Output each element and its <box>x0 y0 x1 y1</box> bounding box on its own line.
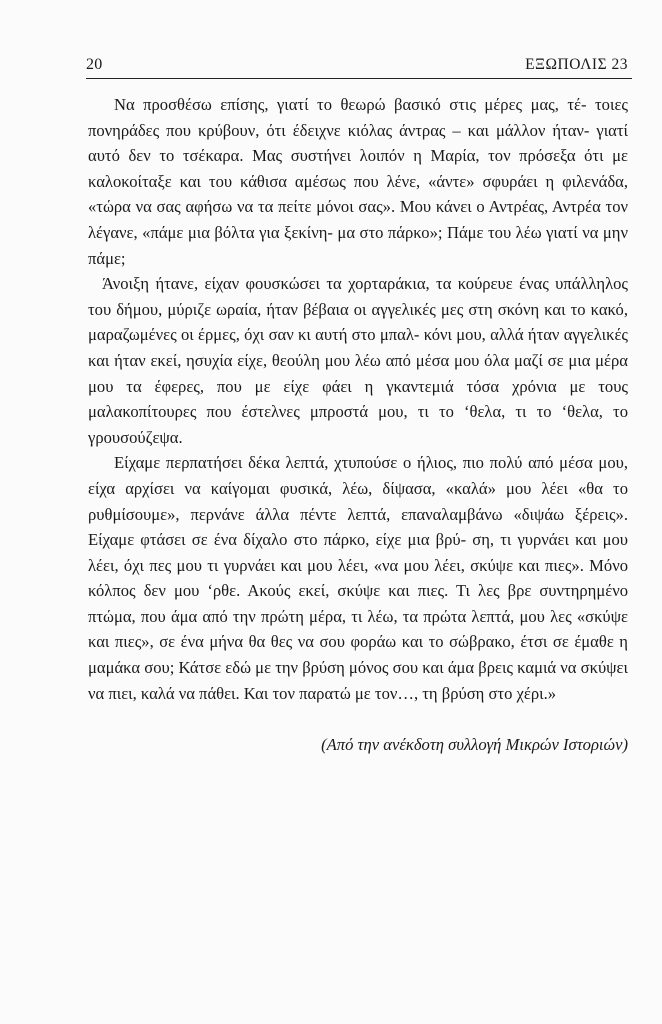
running-header <box>86 52 632 79</box>
body-text <box>88 92 628 706</box>
source-attribution: (Από την ανέκδοτη συλλογή Μικρών Ιστοριών) <box>321 735 628 754</box>
journal-title: ΕΞΩΠΟΛΙΣ 23 <box>525 56 628 73</box>
paragraph-1: Να προσθέσω επίσης, γιατί το θεωρώ βασικό στις μέρες μας, τέ- τοιες πονηράδες που κρύβουν, ότι έδειχνε κιόλας άντρας – και μάλλον ήταν- γιατί αυτό δεν το τσέκαρα. Μας συστήνει λοιπόν η Μαρία, τον πρόσεξα ότι με καλοκοίταξε και του κάθισα αμέσως που λένε, «άντε» σφυράει η φιλενάδα, «τώρα να σας αφήσω να τα πείτε μόνοι σας». Μου κάνει ο Αντρέας, Αντρέα τον λέγανε, «πάμε μια βόλτα για ξεκίνη- μα στο πάρκο»; Πάμε του λέω γιατί να μην πάμε; <box>88 95 628 268</box>
paragraph-3: Είχαμε περπατήσει δέκα λεπτά, χτυπούσε ο ήλιος, πιο πολύ από μέσα μου, είχα αρχίσει να καίγομαι φυσικά, λέω, δίψασα, «καλά» μου λέει «θα το ρυθμίσουμε», περνάνε άλλα πέντε λεπτά, επαναλαμβάνω «διψάω ξέρεις». Είχαμε φτάσει σε ένα δίχαλο στο πάρκο, είχε μια βρύ- ση, τι γυρνάει και μου λέει, όχι πες μου τι γυρνάει και μου λέει, «να μου λέει, σκύψε και πιες». Μόνο κόλπος δεν μου ‘ρθε. Ακούς εκεί, σκύψε και πιες. Τι λες βρε συντηρημένο πτώμα, που άμα από την πρώτη μέρα, τι λέω, τα πρώτα λεπτά, μου λες «σκύψε και πιες», σε ένα μήνα θα θες να σου φοράω και το σώβρακο, έτσι σε έμαθε η μαμάκα σου; Κάτσε εδώ με την βρύση μόνος σου και άμα βρεις καμιά να σκύψει να πιει, καλά να πάθει. Και τον παρατώ με τον…, τη βρύση στο χέρι.» <box>88 453 628 703</box>
page-number: 20 <box>86 56 103 73</box>
paragraph-2: Άνοιξη ήτανε, είχαν φουσκώσει τα χορταράκια, τα κούρευε ένας υπάλληλος του δήμου, μύριζε ωραία, ήταν βέβαια οι αγγελικές μες στη σκόνη και το κακό, μαραζωμένες οι έρμες, όχι σαν κι αυτή στο μπαλ- κόνι μου, αλλά ήταν αγγελικές και ήταν εκεί, ησυχία είχε, θεούλη μου λέω από μέσα μου όλα μαζί σε μια μέρα μου τα έφερες, που με είχε φάει η γκαντεμιά τόσα χρόνια με τους μαλακοπίτουρες που έστελνες μπροστά μου, τι το ‘θελα, τι το ‘θελα, το γρουσούζεψα. <box>88 274 628 447</box>
